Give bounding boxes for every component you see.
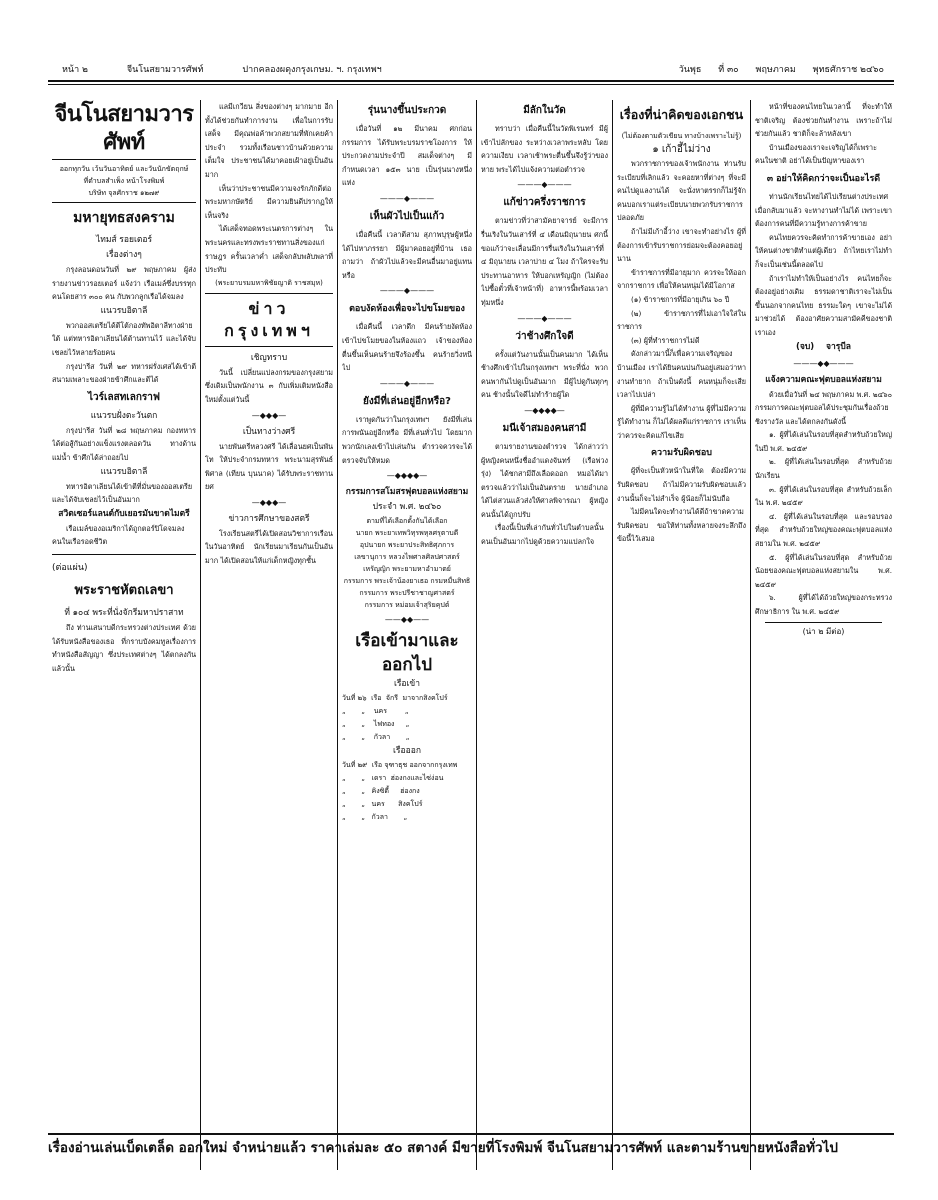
header-year: พุทธศักราช ๒๔๖๐: [812, 65, 884, 75]
article-paragraph: ดังกล่าวมานี้ก็เพื่อความเจริญของบ้านเมือง เราได้ยินคนบ่นกันอยู่เสมอว่าหางานทำยาก ถ้าเป็นดังนี้ คนหนุ่มก็จะเสียเวลาไปเปล่า: [617, 349, 746, 400]
ship-port: ฮ่องกงและไซ่ง่อน: [390, 774, 444, 783]
paper-name-small: จีนโนสยามวารศัพท์: [126, 65, 204, 75]
column-2: [205, 100, 333, 1170]
divider: [205, 346, 333, 347]
article-title-royal-letter: พระราชหัตถเลขา: [74, 582, 174, 598]
article-title: มนีเจ้าสมองคนสามี: [502, 422, 587, 434]
article-paragraph: เห็นว่าประชาชนมีความจงรักภักดีต่อพระมหากษัตริย์ มีความยินดีปรากฏให้เห็นจริง: [205, 183, 333, 220]
list-item: (๓) ผู้ที่ทำราชการไม่ดี: [631, 335, 700, 345]
committee-name: พระเจ้าน้องยาเธอ กรมหมื่นสิทธิ: [374, 577, 471, 586]
ship-port: „: [405, 733, 410, 742]
article-paragraph: ทหารอิตาเลียนได้เข้าตีที่มั่นของออสเตรียและได้จับเชลยไว้เป็นอันมาก: [52, 481, 193, 505]
footer-rule: [48, 1133, 894, 1135]
ship-label: „: [361, 774, 365, 783]
page-header: [48, 58, 894, 82]
committee-name: พระยาเทพวิทุรพหุลศรุตาบดี: [375, 529, 459, 538]
prize-item: ๔. ผู้ที่ได้เล่นในรอบที่สุด และรอบรองที่สุด สำหรับถ้วยใหญ่ของคณะฟุตบอลแห่งสยามใน พ.ศ. ๒๔๕๙: [755, 511, 892, 549]
ship-date: „: [342, 813, 346, 822]
committee-row: [342, 551, 472, 563]
article-paragraph: กรุงปารีส วันที่ ๒๘ พฤษภาคม กองทหารได้ต่อสู้กันอย่างแข็งแรงตลอดวัน ทางด้านแม่น้ำ ข้าศึกได้ล่าถอยไป: [52, 425, 196, 462]
committee-name: หลวงไพศาลศิลปศาสตร์: [388, 553, 460, 562]
article-title: กรรมการสโมสรฟุตบอลแห่งสยาม: [345, 487, 469, 498]
ship-label: „: [361, 733, 365, 742]
shipping-title: เรือเข้ามาและออกไป: [355, 631, 459, 676]
masthead-sub-2: ที่ตำบลสำเพ็ง หน้าโรงพิมพ์: [83, 177, 165, 185]
ship-port: มาจากสิงคโปร์: [402, 694, 448, 703]
continued-note: (ต่อแผ่น): [52, 562, 88, 573]
committee-row: [342, 575, 472, 587]
article-paragraph: เมื่อคืนนี้ เวลาดึก มีคนร้ายงัดห้องเข้าไปขโมยของในห้องแถว เจ้าของห้องตื่นขึ้นเห็นคนร้ายจึงร้องขึ้น คนร้ายวิ่งหนีไป: [342, 322, 472, 373]
article-paragraph: เมื่อคืนนี้ เวลาตีสาม สุภาพบุรุษผู้หนึ่งได้ไปหาภรรยา มีผู้มาคอยอยู่ที่บ้าน เธอถามว่า ถ้าผัวไปแล้วจะมีคนอื่นมาอยู่แทนหรือ: [342, 229, 472, 280]
ships-in-table: [342, 692, 472, 744]
ship-row: [342, 811, 472, 824]
section-heading: แนวรบอิตาลี: [100, 466, 148, 477]
article-title: แก้ข่าวครึ่งราชการ: [503, 197, 586, 209]
column-divider: [476, 100, 477, 1170]
committee-role: กรรมการ: [364, 601, 393, 610]
article-paragraph: ด้วยเมื่อวันที่ ๒๔ พฤษภาคม พ.ศ. ๒๔๖๐ กรรมการคณะฟุตบอลได้ประชุมกันเรื่องถ้วยชิงรางวัล และได้ตกลงกันดังนี้: [755, 389, 892, 426]
ship-date: „: [342, 800, 346, 809]
committee-row: [342, 563, 472, 575]
article-subtitle: ไทมส์ รอยเตอร์: [95, 235, 153, 245]
section-heading: สวิตเซอร์แลนด์กับเยอรมันขาดไมตรี: [58, 508, 190, 519]
ornament-divider: —◆◆◆◆—: [524, 405, 565, 415]
article-paragraph: ไม่มีคนใดจะทำงานได้ดีถ้าขาดความรับผิดชอบ ขอให้ท่านทั้งหลายจงระลึกถึงข้อนี้ไว้เสมอ: [617, 507, 746, 544]
prize-item: ๑. ผู้ที่ได้เล่นในรอบที่สุดสำหรับถ้วยใหญ่ ในปี พ.ศ. ๒๔๕๙: [755, 430, 892, 453]
signature: (พระยาบรมมหาพิชัยญาติ ราชสมุห): [215, 278, 323, 287]
header-day: วันพุธ: [678, 65, 702, 75]
article-subtitle: ที่ ๑๐๔ พระที่นั่งจักรีมหาปราสาท: [64, 607, 184, 618]
ship-label: เรือ: [371, 694, 382, 703]
article-title-war: มหายุทธสงคราม: [73, 210, 175, 226]
ship-row: [342, 772, 472, 785]
ornament-divider: ———◆———: [379, 193, 435, 203]
column-divider: [200, 100, 201, 1170]
prize-item: ๓. ผู้ที่ได้เล่นในรอบที่สุด สำหรับถ้วยเล็ก ใน พ.ศ. ๒๔๕๙: [755, 484, 892, 508]
ornament-divider: ———◆———: [517, 180, 572, 190]
article-paragraph: เรือเมล์ของอเมริกาได้ถูกตอร์ปิโดจมลง คนในเรือรอดชีวิต: [52, 523, 185, 547]
article-title: แจ้งความคณะฟุตบอลแห่งสยาม: [765, 374, 882, 385]
ornament-divider: ———◆———: [517, 313, 572, 323]
ship-date: „: [342, 707, 346, 716]
ship-date: „: [342, 774, 346, 783]
article-paragraph: ได้เสด็จทอดพระเนตรการต่างๆ ในพระนครและทรงพระราชทานสิ่งของแก่ราษฎร ครั้นเวลาค่ำ เสด็จกลับพลับพลาที่ประทับ: [205, 224, 333, 275]
committee-role: อุปนายก: [359, 541, 386, 550]
ship-name: คิงซิตี้: [371, 787, 389, 796]
ship-port: „: [403, 813, 408, 822]
ship-row: [342, 705, 472, 718]
article-paragraph: ผู้ที่มีความรู้ไม่ได้ทำงาน ผู้ที่ไม่มีความรู้ได้ทำงาน ก็ไม่ได้ผลดีแก่ราชการ เราเห็นว่าควรจะคิดแก้ไขเสีย: [617, 403, 746, 440]
ornament-divider: —◆◆◆—: [251, 497, 287, 507]
list-item: (๑) ข้าราชการที่มีอายุเกิน ๖๐ ปี: [631, 294, 730, 304]
article-title: ความรับผิดชอบ: [651, 448, 712, 459]
column-divider: [750, 100, 751, 1170]
ship-row: [342, 798, 472, 811]
committee-role: เลขานุการ: [354, 553, 387, 562]
ship-label: เรือ: [371, 761, 383, 770]
ornament-divider: ——◆◆——: [384, 615, 430, 625]
article-subtitle: เรื่องต่างๆ: [106, 250, 142, 260]
ornament-divider: ———◆◆———: [793, 358, 854, 368]
ship-name: กัวลา: [373, 733, 391, 742]
article-paragraph: ถึง ท่านเสนาบดีกระทรวงต่างประเทศ ด้วยได้รับหนังสือของเธอ ที่กราบบังคมทูลเรื่องการทำหนังสือสัญญา ซึ่งประเทศต่างๆ ได้ตกลงกันแล้วนั้น: [52, 622, 196, 673]
article-paragraph: พวกออสเตรียได้ตีโต้กองทัพอิตาลีทางฝ่ายใต้ แต่ทหารอิตาเลียนได้ต้านทานไว้ และได้จับเชลยไว้หลายร้อยคน: [52, 320, 196, 357]
committee-row: [342, 539, 472, 551]
article-paragraph: ตามข่าวที่ว่าสามัคยาจารย์ จะมีการรื่นเริงในวันเสาร์ที่ ๔ เดือนมิถุนายน ศกนี้ ขอแก้ว่าจะเลื่อนมีการรื่นเริงในวันเสาร์ที่ ๔ มิถุนายน เวลาบ่าย ๔ โมง ถ้าใครจะรับประทานอาหาร ให้บอกเหรัญญิก (ไม่ต้องไปซื้อตั๋วที่เจ้าหน้าที่) อาหารนี้พร้อมเวลาทุ่มหนึ่ง: [481, 216, 608, 307]
news-item-title: เป็นทางว่างศรี: [242, 426, 296, 437]
ship-date: วันที่ ๒๖: [342, 694, 367, 703]
ornament-divider: ———◆———: [379, 378, 435, 388]
article-paragraph: แลมีเกวียน สิ่งของต่างๆ มากมาย อีกทั้งได้ช่วยกันทำการงาน เพื่อในการรับเสด็จ มีคุณพ่อค้าพวกสยามที่พักเคยค้าประจำ รวมทั้งเรือนชาวบ้านด้วยความเต็มใจ ประชาชนได้มาคอยเฝ้าอยู่เป็นอันมาก: [205, 102, 333, 179]
news-item-text: นายพันตรีหลวงศรี ได้เลื่อนยศเป็นพันโท ให้ประจำกรมทหาร พระนามสุรพันธ์พิศาล (เทียน บุนนาค) ได้รับพระราชทานยศ: [205, 441, 333, 492]
committee-role: กรรมการ: [343, 577, 373, 586]
prize-item: ๖. ผู้ที่ได้ได้ถ้วยใหญ่ของกระทรวงศึกษาธิการ ใน พ.ศ. ๒๔๕๙: [755, 593, 892, 616]
header-date: ที่ ๓๐: [718, 65, 739, 75]
ship-name: จุฑาธุช: [384, 761, 408, 770]
ships-out-heading: เรือออก: [393, 746, 421, 757]
ship-date: „: [342, 787, 346, 796]
divider: [52, 159, 196, 160]
column-3: [342, 100, 472, 1170]
ornament-divider: ———◆———: [379, 286, 435, 296]
ship-name: ไฟทอง: [373, 720, 395, 729]
committee-name: หม่อมเจ้าสุริยคุปต์: [395, 601, 450, 610]
masthead-sub-3: บริษัท จุลศักราช ๑๒๗๙: [88, 189, 160, 197]
article-title: เห็นผัวไปเป็นแก้ว: [369, 210, 445, 222]
column-1: [52, 100, 196, 1170]
committee-name: พระยามหาอำมาตย์: [392, 565, 451, 574]
article-paragraph: ข้าราชการที่มีอายุมาก ควรจะให้ออกจากราชการ เพื่อให้คนหนุ่มได้มีโอกาส: [617, 267, 746, 291]
ship-name: นคร: [373, 707, 387, 716]
article-title-private-thoughts: เรื่องที่น่าคิดของเอกชน: [619, 107, 744, 122]
ship-date: „: [342, 720, 346, 729]
article-title: ว่าช้างศึกใจดี: [515, 330, 574, 342]
column-divider: [612, 100, 613, 1170]
signoff-author: จารุบีล: [826, 341, 851, 352]
ship-row: [342, 759, 472, 772]
article-title: ๓ อย่าให้คิดกว่าจะเป็นอะไรดี: [766, 173, 881, 184]
column-5: [617, 100, 746, 1170]
list-item: (๒) ข้าราชการที่ไม่เอาใจใส่ในราชการ: [617, 308, 746, 332]
divider: [52, 202, 196, 203]
article-subheading: ๑ เก้าอี้ไม่ว่าง: [652, 144, 711, 155]
divider: [205, 293, 333, 294]
masthead: จีนโนสยามวารศัพท์: [54, 101, 194, 155]
header-rule-thin: [48, 84, 894, 85]
article-paragraph: ท่านนักเรียนไทยได้ไปเรียนต่างประเทศ เมื่อกลับมาแล้ว จะหางานทำไม่ได้ เพราะเขาต้องการคนที่มีความรู้ทางการค้าขาย: [755, 191, 892, 229]
divider: [52, 554, 196, 555]
bangkok-news-title: ข่าว กรุงเทพฯ: [224, 298, 314, 340]
ship-label: „: [361, 800, 365, 809]
printer-address: ปากคลองผดุงกรุงเกษม. ฯ. กรุงเทพฯ: [242, 65, 382, 75]
prize-item: ๕. ผู้ที่ได้เล่นในรอบที่สุด สำหรับถ้วยน้อยของคณะฟุตบอลแห่งสยามใน พ.ศ. ๒๔๕๙: [755, 552, 892, 589]
newspaper-page: [48, 58, 894, 1168]
ship-port: „: [404, 707, 409, 716]
committee-intro: ตามที่ได้เลือกตั้งกันได้เลือก: [366, 517, 448, 526]
signoff: [755, 340, 892, 355]
ship-row: [342, 718, 472, 731]
section-heading: แนวรบอิตาลี: [100, 305, 148, 316]
ship-port: ออกจากกรุงเทพ: [409, 761, 458, 770]
article-paragraph: ตามรายงานของตำรวจ ได้กล่าวว่า ผู้หญิงคนหนึ่งชื่ออำแดงจันทร์ (เรือพ่วงรุ่ง) ได้ชกสามีถึงเลือดออก หมอได้มาตรวจแล้วว่าไม่เป็นอันตราย นายอำเภอได้ไต่สวนแล้วส่งให้ศาลพิจารณา ผู้หญิงคนนั้นได้ถูกปรับ: [481, 441, 608, 519]
article-paragraph: หน้าที่ของคนไทยในเวลานี้ ที่จะทำให้ชาติเจริญ ต้องช่วยกันทำงาน เพราะถ้าไม่ช่วยกันแล้ว ชาติก็จะล้าหลังเขา: [755, 102, 892, 139]
ship-row: [342, 731, 472, 744]
article-title: ยังมีที่เล่นอยู่อีกหรือ?: [362, 395, 451, 407]
ship-label: „: [361, 720, 365, 729]
masthead-sub-1: ออกทุกวัน เว้นวันอาทิตย์ และวันนักขัตฤกษ์: [59, 165, 189, 173]
article-paragraph: กรุงปารีส วันที่ ๒๙ ทหารฝรั่งเศสได้เข้าตีสนามเพลาะของฝ่ายข้าศึกและตีได้: [52, 361, 196, 385]
ship-name: เดรา: [371, 774, 387, 783]
news-item-text: โรงเรียนสตรีได้เปิดสอนวิชาการเรือน ในวันอาทิตย์ นักเรียนมาเรียนกันเป็นอันมาก ได้เปิดสอนให้แก่เด็กหญิงทุกชั้น: [205, 528, 333, 566]
ship-port: „: [405, 720, 410, 729]
ships-in-heading: เรือเข้า: [393, 679, 421, 690]
article-title: มีลักในวัด: [523, 105, 566, 116]
committee-role: เหรัญญิก: [363, 565, 391, 574]
column-6: [755, 100, 892, 1170]
committee-row: [342, 599, 472, 611]
article-title: ตอบงัดห้องเพื่อจะไปขโมยของ: [349, 304, 465, 315]
news-item-text: วันนี้ เปลี่ยนแปลงกรมของกรุงสยาม ซึ่งเดิมเป็นพนักงาน ๓ กับเพิ่มเติมหนังสือใหม่ตั้งแต่วันนี้: [205, 367, 333, 404]
ornament-divider: —◆◆◆—: [251, 410, 287, 420]
article-paragraph: เมื่อวันที่ ๑๒ มีนาคม ศกก่อน กรรมการ ได้รับพระบรมราชโองการ ให้ประกวดงามประจำปี สมเด็จต่างๆ มีกำหนดเวลา ๑๕๓ นาย เป็นรุ่นนางหนึ่งแห่ง: [342, 124, 472, 188]
committee-role: นายก: [355, 529, 373, 538]
section-heading: ไวร์เลสทเลกราฟ: [88, 391, 160, 403]
ship-label: „: [361, 787, 365, 796]
prize-item: ๒. ผู้ที่ได้เล่นในรอบที่สุด สำหรับถ้วยนักเรียน: [755, 457, 892, 481]
footer-advert: เรื่องอ่านเล่นเบ็ดเตล็ด ออกใหม่ จำหน่ายแล้ว ราคาเล่มละ ๕๐ สตางค์ มีขายที่โรงพิมพ์ จีนโนสยามวารศัพท์ และตามร้านขายหนังสือทั่วไป: [48, 1140, 838, 1156]
committee-name: พระยาประสิทธิศุภการ: [387, 541, 455, 550]
ship-label: „: [361, 813, 365, 822]
column-divider: [337, 100, 338, 1170]
article-paragraph: ผู้ที่จะเป็นหัวหน้าในที่ใด ต้องมีความรับผิดชอบ ถ้าไม่มีความรับผิดชอบแล้ว งานนั้นก็จะไม่สำเร็จ ผู้น้อยก็ไม่นับถือ: [617, 466, 746, 503]
committee-role: กรรมการ: [359, 589, 388, 598]
ship-date: วันที่ ๒๙: [342, 761, 368, 770]
ships-out-table: [342, 759, 472, 824]
article-paragraph: พวกราชการของเจ้าพนักงาน ท่านรับระเบียบที่เลิกแล้ว จะคอยหาที่ต่างๆ ที่จะมีคนไปดูแลงานได้ จะนั่งหาตรรกก็ไม่รู้จักคนบอกเราแต่ระเบียบนายพวกรับราชการปลอดภัย: [617, 159, 746, 223]
ship-port: ฮ่องกง: [400, 787, 420, 796]
ship-date: „: [342, 733, 346, 742]
article-paragraph: ทราบว่า เมื่อคืนนี้ในวัดพิเรนทร์ มีผู้เข้าไปลักของ ระหว่างเวลาพระหลับ โดยความเงียบ เวลาเช้าพระตื่นขึ้นจึงรู้ว่าของหาย พระได้ไปแจ้งความต่อตำรวจ: [481, 124, 608, 174]
ornament-divider: —◆◆◆◆—: [386, 471, 428, 481]
news-item-title: เชิญทราบ: [250, 352, 288, 363]
page-number: หน้า ๒: [62, 65, 88, 75]
ship-port: สิงคโปร์: [398, 800, 423, 809]
committee-row: [342, 587, 472, 599]
article-title: รุ่นนางขึ้นประกวด: [367, 105, 447, 116]
ship-row: [342, 785, 472, 798]
ship-name: นคร: [371, 800, 385, 809]
article-paragraph: ถ้าไม่มีเก้าอี้ว่าง เขาจะทำอย่างไร ผู้ที่ต้องการเข้ารับราชการย่อมจะต้องคอยอยู่นาน: [617, 226, 746, 264]
article-paragraph: ถ้าเราไม่ทำให้เป็นอย่างไร คนไทยก็จะต้องอยู่อย่างเดิม ธรรมดาชาติเราจะไม่เป็นขึ้นนอกจากคนไทย ธรรมะใดๆ เขาจะไม่ได้มาช่วยได้ ต้องอาศัยความสามัคคีของชาติเราเอง: [755, 273, 892, 337]
article-paragraph: บ้านเมืองของเราจะเจริญได้ก็เพราะคนในชาติ อย่าได้เป็นปัญหาของเรา: [755, 142, 877, 166]
article-paragraph: คนไทยควรจะคิดทำการค้าขายเอง อย่าให้คนต่างชาติทำแต่ผู้เดียว ถ้าไทยเราไม่ทำ ก็จะเป็นเช่นนี้ตลอดไป: [755, 232, 892, 269]
continued-note: (น่า ๒ มีต่อ): [802, 626, 845, 636]
ship-name: กัวลา: [371, 813, 388, 822]
ship-label: „: [361, 707, 365, 716]
header-rule: [48, 80, 894, 82]
article-subtitle: ประจำ พ.ศ. ๒๔๖๐: [372, 502, 442, 513]
section-heading: แนวรบฝั่งตะวันตก: [90, 410, 158, 421]
ship-row: [342, 692, 472, 705]
news-item-title: ข่าวการศึกษาของสตรี: [228, 513, 310, 524]
header-month: พฤษภาคม: [755, 65, 796, 75]
article-paragraph: เรื่องนี้เป็นที่เล่ากันทั่วไปในตำบลนั้น คนเป็นอันมากไปดูด้วยความแปลกใจ: [481, 523, 604, 547]
article-paragraph: เราพูดกันว่าในกรุงเทพฯ ยังมีที่เล่นการพนันอยู่อีกหรือ มีที่เล่นทั่วไป โดยมากพวกนักเลงเข้าไปเล่นกัน ตำรวจควรจะได้ตรวจจับให้หมด: [342, 414, 472, 465]
committee-row: [342, 527, 472, 539]
article-paragraph: กรุงลอนดอนวันที่ ๒๙ พฤษภาคม ผู้ส่งรายงานข่าวรอยเตอร์ แจ้งว่า เรือเมล์ซึ่งบรรทุกคนโดยสาร ๓๐๐ คน กับพวกลูกเรือได้จมลง: [52, 265, 196, 302]
article-note: (ไม่ต้องตามตัวเขียน ทางบ้างเพราะไม่รู้): [621, 132, 742, 140]
committee-list: [342, 527, 472, 611]
ship-name: จักรี: [385, 694, 398, 703]
article-paragraph: ครั้งแต่วันงานนั้นเป็นคนมาก ได้เห็นช้างศึกเข้าไปในกรุงเทพฯ พระที่นั่ง พวกคนพากันไปดูเป็นอันมาก มีผู้ไปดูกันทุกๆ คน ช้างนั้นใจดีไม่ทำร้ายผู้ใด: [481, 349, 608, 400]
signoff-end: (จบ): [796, 341, 815, 352]
committee-name: พระปรีชาชาญศาสตร์: [389, 589, 455, 598]
column-4: [481, 100, 608, 1170]
divider: [765, 622, 882, 623]
